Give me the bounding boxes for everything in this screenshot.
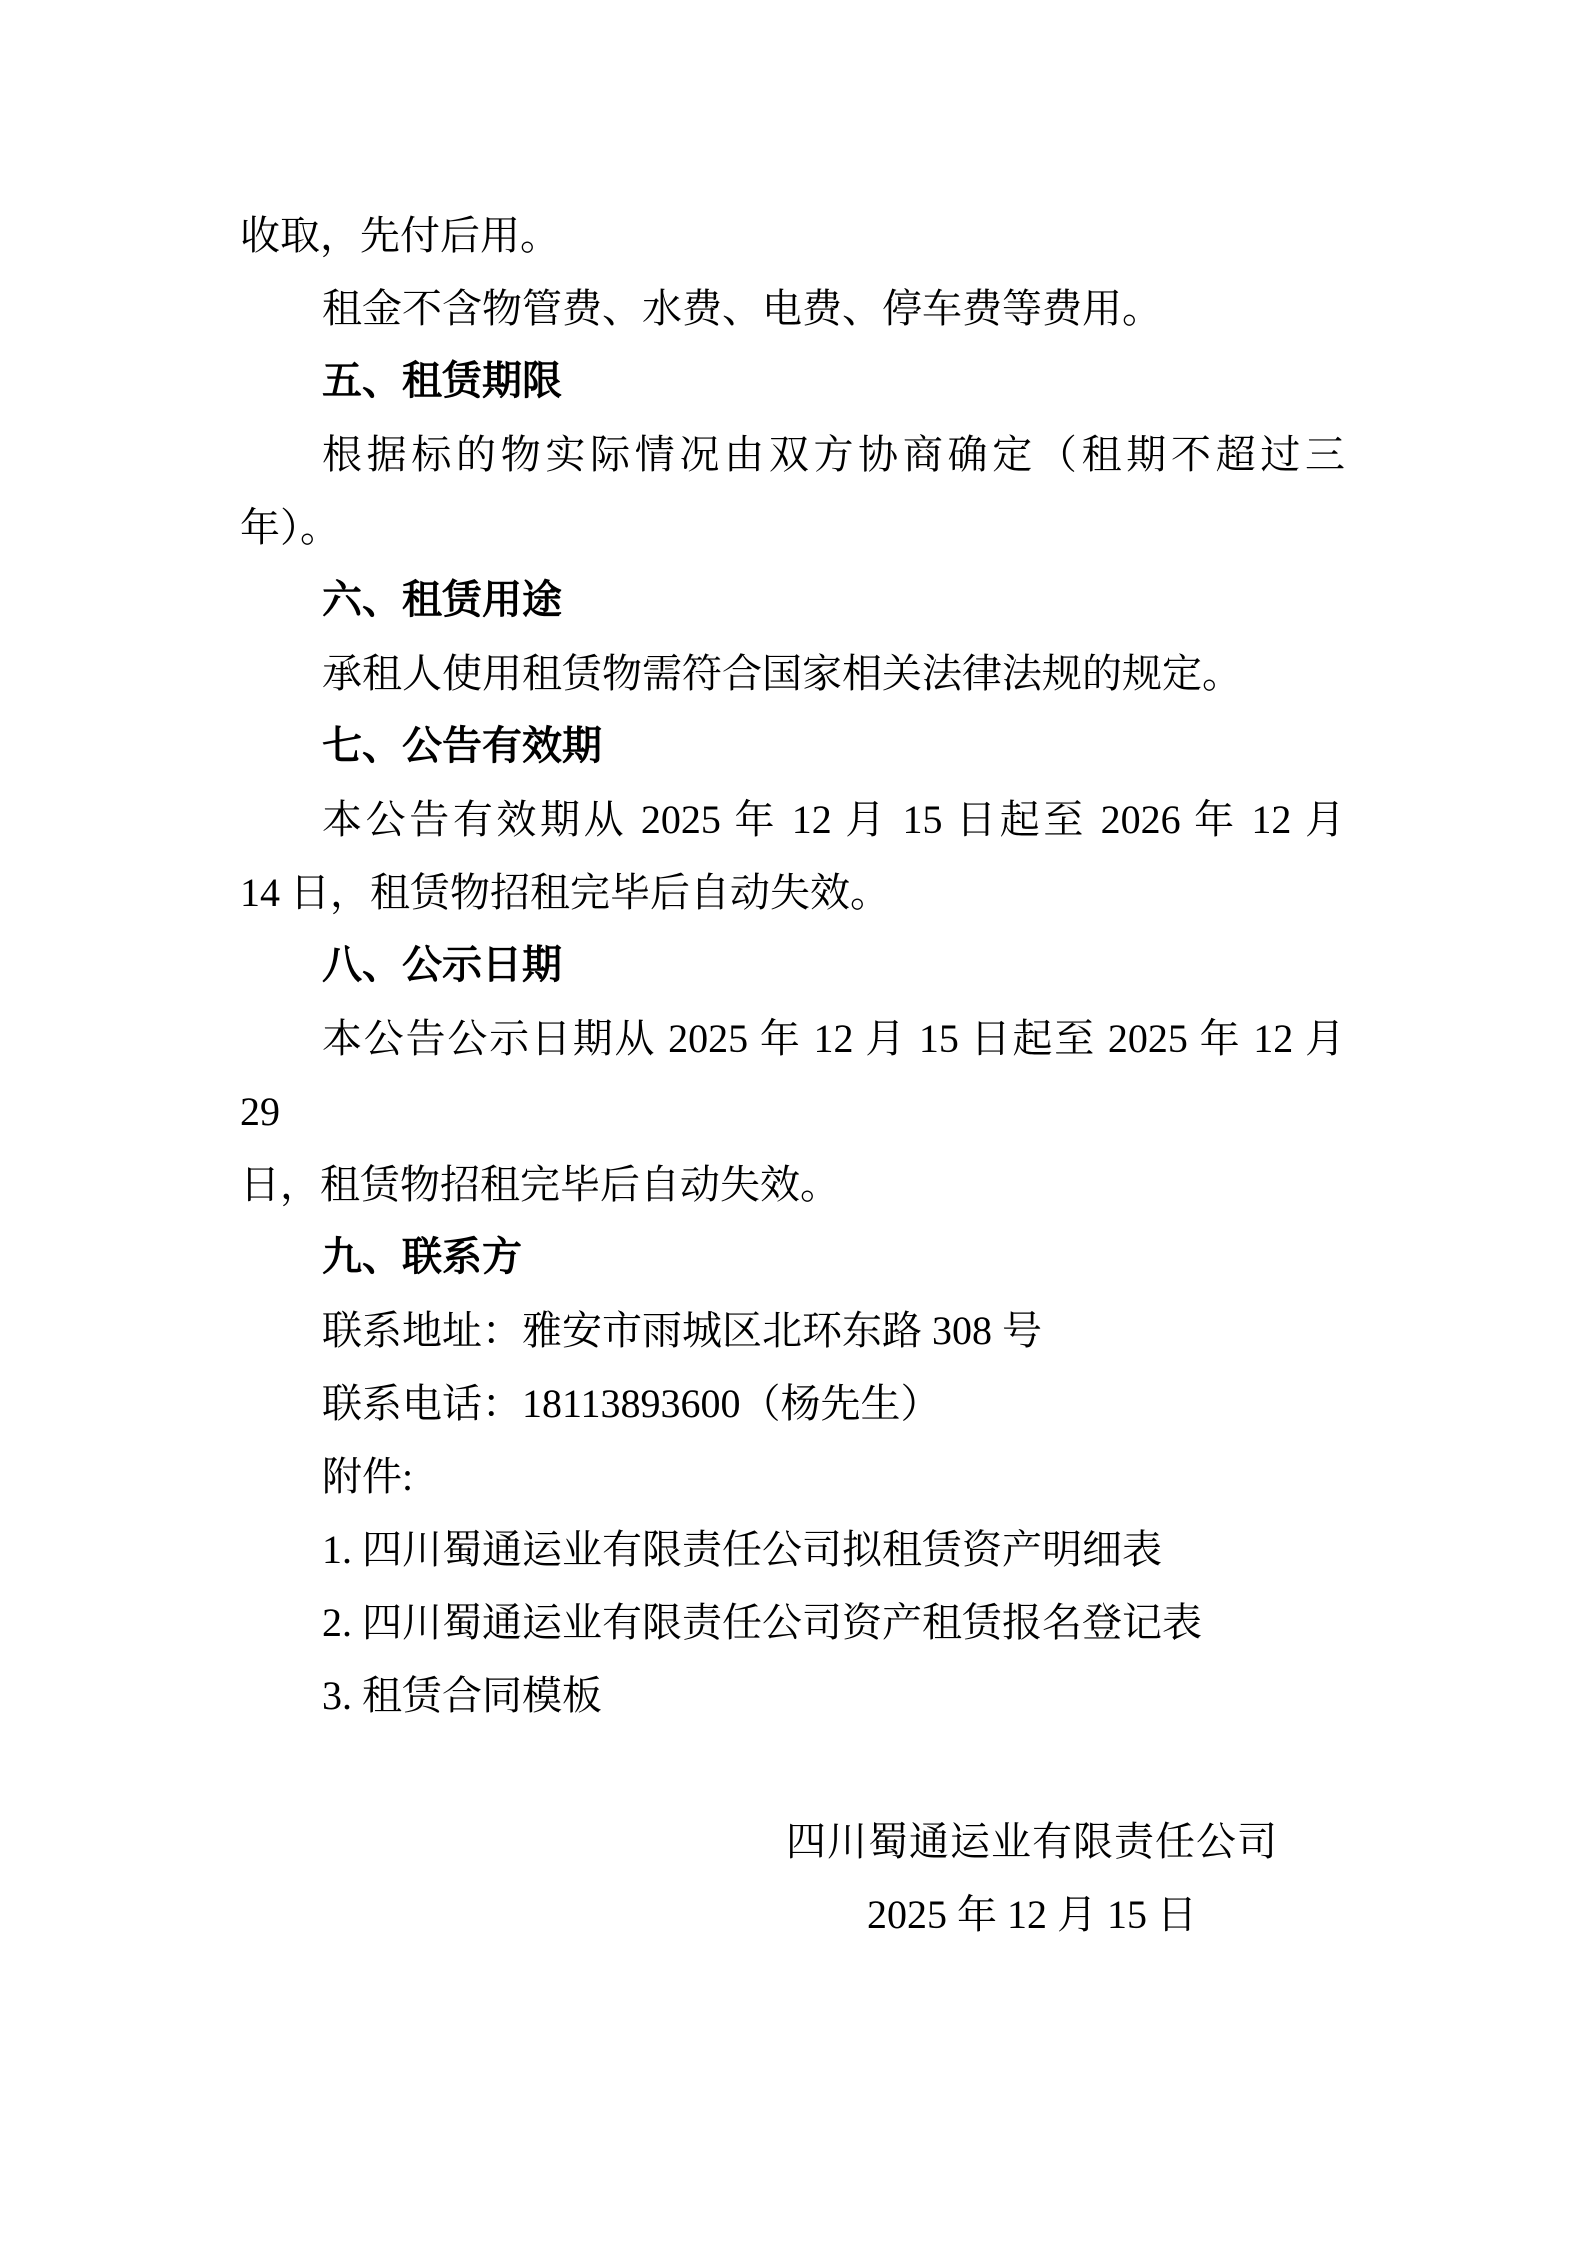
heading-section-9-contact: 九、联系方 — [322, 1235, 522, 1279]
signature-block — [786, 1805, 1278, 1951]
line-attachment-1: 1. 四川蜀通运业有限责任公司拟租赁资产明细表 — [322, 1527, 1162, 1572]
line-validity-body: 本公告有效期从 2025 年 12 月 15 日起至 2026 年 12 月 — [322, 797, 1345, 842]
line-publicity-body: 本公告公示日期从 2025 年 12 月 15 日起至 2025 年 12 月 29 — [240, 1016, 1345, 1134]
signature-company: 四川蜀通运业有限责任公司 — [786, 1819, 1278, 1864]
line-contact-address: 联系地址：雅安市雨城区北环东路 308 号 — [322, 1308, 1042, 1353]
line-lease-term-body: 根据标的物实际情况由双方协商确定（租期不超过三 — [322, 432, 1345, 477]
heading-section-8-publicity-date: 八、公示日期 — [322, 943, 562, 987]
heading-section-5-lease-term: 五、租赁期限 — [322, 359, 562, 403]
line-lease-term-continuation: 年）。 — [240, 505, 340, 550]
line-fee-exclusions: 租金不含物管费、水费、电费、停车费等费用。 — [322, 286, 1162, 331]
heading-section-6-lease-use: 六、租赁用途 — [322, 578, 562, 622]
line-attachment-2: 2. 四川蜀通运业有限责任公司资产租赁报名登记表 — [322, 1600, 1202, 1645]
line-contact-phone: 联系电话：18113893600（杨先生） — [322, 1381, 941, 1426]
signature-date: 2025 年 12 月 15 日 — [867, 1892, 1197, 1937]
line-validity-continuation: 14 日，租赁物招租完毕后自动失效。 — [240, 870, 890, 915]
line-attachment-3: 3. 租赁合同模板 — [322, 1673, 602, 1718]
heading-section-7-validity: 七、公告有效期 — [322, 724, 602, 768]
line-attachments-label: 附件: — [322, 1454, 414, 1499]
line-publicity-continuation: 日，租赁物招租完毕后自动失效。 — [240, 1162, 840, 1207]
line-fee-collection-continuation: 收取，先付后用。 — [240, 213, 560, 258]
line-lease-use-body: 承租人使用租赁物需符合国家相关法律法规的规定。 — [322, 651, 1242, 696]
